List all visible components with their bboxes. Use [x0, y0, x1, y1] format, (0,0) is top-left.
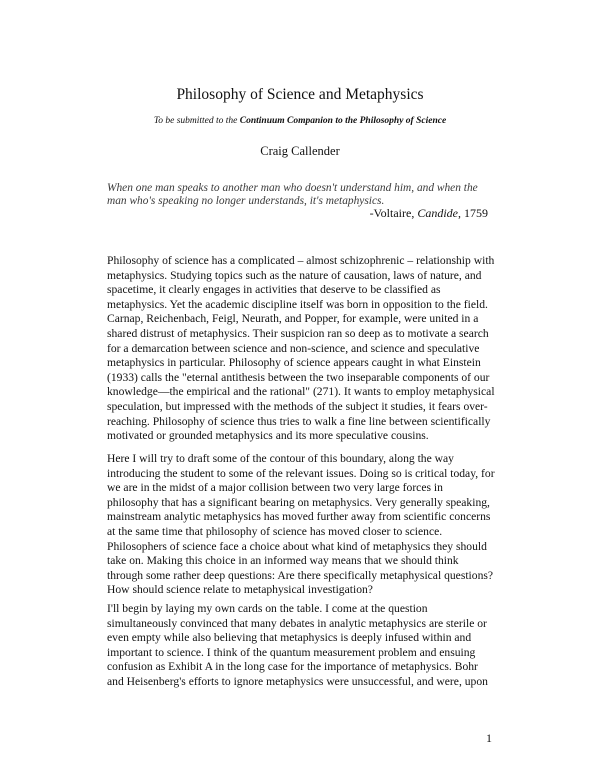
document-subtitle: [0, 116, 600, 126]
epigraph-quote: When one man speaks to another man who doesn't understand him, and when the man who's speaking no longer understands, it's metaphysics.: [107, 182, 478, 208]
document-title: Philosophy of Science and Metaphysics: [176, 86, 424, 103]
page-number: 1: [486, 731, 492, 745]
body-paragraph-1: Philosophy of science has a complicated – almost schizophrenic – relationship with metaphysics. Studying topics such as the nature of causation, laws of nature, and spacetime, it clearly engages in activities that deserve to be classified as metaphysics. Yet the academic discipline itself was born in opposition to the field. Carnap, Reichenbach, Feigl, Neurath, and Popper, for example, were united in a shared distrust of metaphysics. Their suspicion ran so deep as to motivate a search for a demarcation between science and non-science, and science and speculative metaphysics in particular. Philosophy of science appears caught in what Einstein (1933) calls the "eternal antithesis between the two inseparable components of our knowledge—the empirical and the rational" (271). It wants to employ metaphysical speculation, but impressed with the methods of the subject it studies, it fears over-reaching. Philosophy of science thus tries to walk a fine line between scientifically motivated or grounded metaphysics and its more speculative cousins.: [107, 254, 495, 443]
attribution-work: Candide: [417, 206, 458, 220]
epigraph-attribution: [370, 206, 488, 220]
subtitle-venue: Continuum Companion to the Philosophy of Science: [239, 116, 447, 126]
author-name: Craig Callender: [260, 144, 340, 158]
subtitle-prefix: To be submitted to the: [153, 116, 240, 126]
attribution-year: , 1759: [458, 206, 488, 220]
body-paragraph-3: I'll begin by laying my own cards on the table. I come at the question simultaneously convinced that many debates in analytic metaphysics are sterile or even empty while also believing that metaphysics is deeply infused within and important to science. I think of the quantum measurement problem and ensuing confusion as Exhibit A in the long case for the importance of metaphysics. Bohr and Heisenberg's efforts to ignore metaphysics were unsuccessful, and were, upon: [107, 602, 488, 688]
body-paragraph-2: Here I will try to draft some of the contour of this boundary, along the way introducing the student to some of the relevant issues. Doing so is critical today, for we are in the midst of a major collision between two very large forces in philosophy that has a significant bearing on metaphysics. Very generally speaking, mainstream analytic metaphysics has moved further away from scientific concerns at the same time that philosophy of science has moved closer to science. Philosophers of science face a choice about what kind of metaphysics they should take on. Making this choice in an informed way means that we should think through some rather deep questions: Are there specifically metaphysical questions? How should science relate to metaphysical investigation?: [107, 452, 495, 597]
attribution-prefix: -Voltaire,: [369, 206, 418, 220]
